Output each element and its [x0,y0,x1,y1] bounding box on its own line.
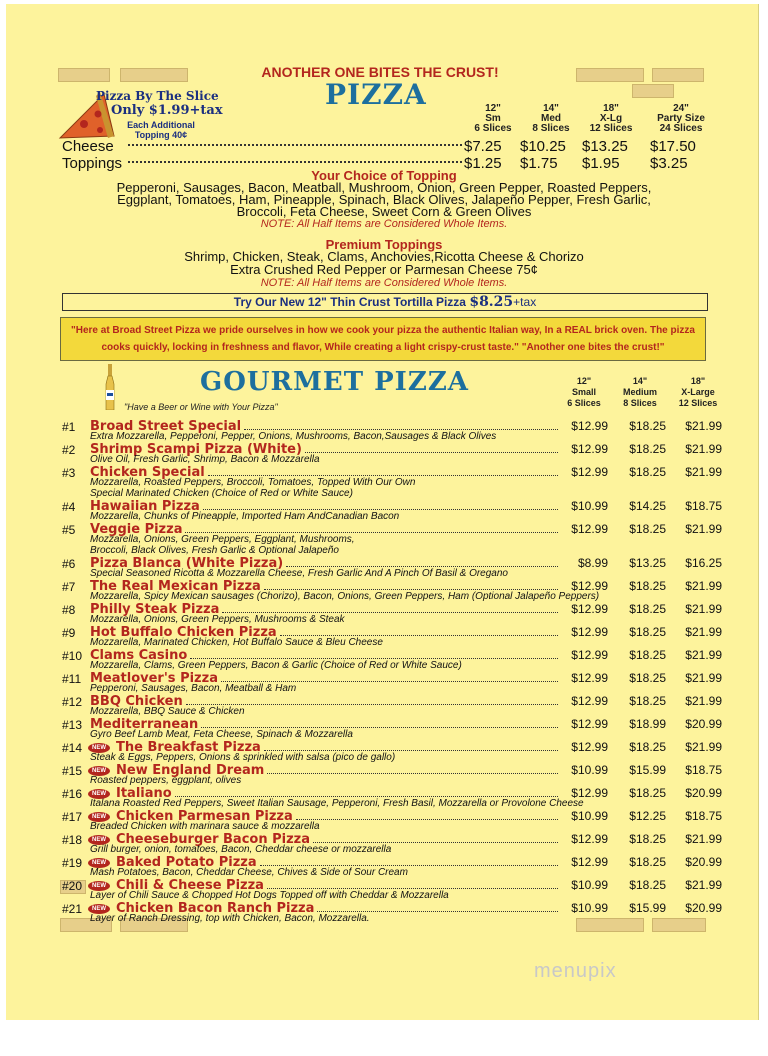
item-price: $18.99 [629,717,666,731]
item-price: $12.99 [571,694,608,708]
item-price: $18.25 [629,855,666,869]
leader-dots [313,841,558,843]
item-price: $12.25 [629,809,666,823]
item-number: #18 [62,833,83,847]
item-price: $10.99 [571,763,608,777]
toppings-line: Broccoli, Feta Cheese, Sweet Corn & Green Olives [236,204,532,219]
new-badge-icon: NEW [88,858,110,868]
item-price: $18.25 [629,625,666,639]
new-badge-icon: NEW [88,904,110,914]
item-price: $12.99 [571,717,608,731]
item-price: $18.75 [685,809,722,823]
leader-dots [317,910,558,912]
gourmet-size-line: X-Large [681,387,715,397]
item-price: $18.25 [629,878,666,892]
item-name: Philly Steak Pizza [90,602,220,617]
item-price: $15.99 [629,763,666,777]
item-price: $18.75 [685,499,722,513]
leader-dots [185,531,558,533]
item-description: Steak & Eggs, Peppers, Onions & sprinkled with salsa (pico de gallo) [90,752,396,763]
thin-crust-text: Try Our New 12" Thin Crust Tortilla Pizza [233,295,466,309]
gourmet-size-line: 12 Slices [678,398,718,408]
size-header-line: 24" [673,103,689,114]
menu-item [62,499,722,522]
leader-dots [244,428,558,430]
item-price: $18.25 [629,465,666,479]
base-price: $13.25 [582,138,628,155]
thin-crust-banner [62,293,708,311]
leader-dots [267,887,558,889]
slice-extra-line: Topping 40¢ [134,130,188,140]
base-price: $7.25 [464,138,502,155]
item-price: $21.99 [685,671,722,685]
gourmet-size-line: Small [571,387,596,397]
item-price: $12.99 [571,522,608,536]
item-price: $18.75 [685,763,722,777]
item-description: Layer of Ranch Dressing, top with Chicken, Bacon, Mozzarella. [90,913,370,924]
item-number: #13 [62,718,83,732]
new-badge-icon: NEW [88,789,110,799]
item-number: #7 [62,580,76,594]
item-number: #10 [62,649,83,663]
item-description: Mozzarella, Spicy Mexican sausages (Chorizo), Bacon, Onions, Green Peppers, Ham (Optional Jalapeño Peppers) [90,591,600,602]
item-number: #9 [62,626,76,640]
size-header [524,104,578,134]
item-price: $18.25 [629,442,666,456]
item-price: $21.99 [685,579,722,593]
item-name: Clams Casino [90,648,188,663]
menu-item [62,556,722,579]
gourmet-size-line: 12" [576,376,592,386]
item-number: #1 [62,420,76,434]
item-description: Mozzarella, Onions, Green Peppers, Mushrooms & Steak [90,614,345,625]
leader-dots [201,726,558,728]
base-price: $1.95 [582,155,620,172]
item-number: #17 [62,810,83,824]
item-description: Mozzarella, BBQ Sauce & Chicken [90,706,245,717]
item-price: $12.99 [571,671,608,685]
brick-decoration [632,84,674,98]
item-price: $21.99 [685,522,722,536]
item-price: $12.99 [571,832,608,846]
item-description: Special Marinated Chicken (Choice of Red or White Sauce) [90,488,353,499]
item-number: #14 [62,741,83,755]
menu-item [62,419,722,442]
menu-item [62,522,722,556]
leader-dots [128,144,462,146]
toppings-note: NOTE: All Half Items are Considered Whole Items. [260,218,508,230]
page-title: PIZZA [325,78,427,111]
toppings-line: Pepperoni, Sausages, Bacon, Meatball, Mushroom, Onion, Green Pepper, Roasted Peppers, [116,180,652,195]
item-name: Hot Buffalo Chicken Pizza [90,625,277,640]
premium-line: Shrimp, Chicken, Steak, Clams, Anchovies,Ricotta Cheese & Chorizo [184,249,584,264]
item-price: $21.99 [685,694,722,708]
size-header-line: 14" [543,103,559,114]
item-price: $10.99 [571,809,608,823]
item-name: Baked Potato Pizza [116,855,257,870]
item-price: $15.99 [629,901,666,915]
item-price: $10.99 [571,878,608,892]
item-price: $18.25 [629,786,666,800]
leader-dots [280,634,558,636]
size-header-line: 8 Slices [532,123,570,134]
menu-item [62,878,722,901]
thin-crust-suffix: +tax [513,295,537,309]
base-price: $1.25 [464,155,502,172]
leader-dots [208,474,558,476]
item-price: $12.99 [571,419,608,433]
menu-item [62,442,722,465]
item-number: #19 [62,856,83,870]
item-name: Shrimp Scampi Pizza (White) [90,442,302,457]
menu-item [62,763,722,786]
item-price: $12.99 [571,648,608,662]
menu-item [62,855,722,878]
toppings-heading: Your Choice of Topping [311,168,457,183]
item-price: $14.25 [629,499,666,513]
gourmet-size-header [560,376,608,409]
size-header-line: Sm [485,113,501,124]
item-price: $12.99 [571,625,608,639]
menu-item [62,832,722,855]
premium-heading: Premium Toppings [325,237,443,252]
item-price: $18.25 [629,419,666,433]
item-price: $20.99 [685,717,722,731]
new-badge-icon: NEW [88,743,110,753]
item-price: $18.25 [629,740,666,754]
item-price: $10.99 [571,901,608,915]
quote-line: "Here at Broad Street Pizza we pride ourselves in how we cook your pizza the authentic Italian way, In a REAL brick oven. The pizza [71,325,695,336]
item-price: $12.99 [571,740,608,754]
item-description: Mozzarella, Marinated Chicken, Hot Buffalo Sauce & Bleu Cheese [90,637,383,648]
slice-promo [56,86,236,144]
beer-bottle-icon [104,364,116,410]
item-name: Veggie Pizza [90,522,183,537]
size-header [466,104,520,134]
item-price: $18.25 [629,671,666,685]
item-description: Italana Roasted Red Peppers, Sweet Italian Sausage, Pepperoni, Fresh Basil, Mozzarella or Provolone Cheese [90,798,584,809]
item-name: Pizza Blanca (White Pizza) [90,556,284,571]
leader-dots [190,657,558,659]
menu-item [62,901,722,924]
premium-note: NOTE: All Half Items are Considered Whole Items. [260,277,508,289]
menu-item [62,579,722,602]
item-name: The Breakfast Pizza [116,740,261,755]
new-badge-icon: NEW [88,812,110,822]
item-price: $21.99 [685,878,722,892]
item-description: Pepperoni, Sausages, Bacon, Meatball & Ham [90,683,297,694]
menu-item [62,740,722,763]
size-header-line: X-Lg [599,113,623,124]
item-name: Chicken Special [90,465,205,480]
base-price-row [62,138,712,156]
gourmet-size-line: 6 Slices [567,398,601,408]
item-description: Breaded Chicken with marinara sauce & mozzarella [90,821,320,832]
item-price: $12.99 [571,602,608,616]
item-price: $16.25 [685,556,722,570]
base-price: $3.25 [650,155,688,172]
item-description: Mozzarella, Chunks of Pineapple, Imported Ham AndCanadian Bacon [90,511,400,522]
item-name: Italiano [116,786,172,801]
item-name: Chicken Parmesan Pizza [116,809,293,824]
premium-line: Extra Crushed Red Pepper or Parmesan Cheese 75¢ [230,262,538,277]
size-header [584,104,638,134]
menu-item [62,786,722,809]
size-header [654,104,708,134]
item-price: $18.25 [629,579,666,593]
tagline: ANOTHER ONE BITES THE CRUST! [261,64,499,80]
item-price: $18.25 [629,832,666,846]
item-description: Layer of Chili Sauce & Chopped Hot Dogs Topped off with Cheddar & Mozzarella [90,890,449,901]
size-header-line: Med [541,113,561,124]
item-name: Mediterranean [90,717,199,732]
slice-title: Pizza By The Slice [96,89,219,103]
item-price: $21.99 [685,442,722,456]
item-name: New England Dream [116,763,265,778]
item-price: $21.99 [685,648,722,662]
base-price: $10.25 [520,138,566,155]
item-number: #20 [62,879,83,893]
item-price: $8.99 [577,556,608,570]
item-number: #2 [62,443,76,457]
item-description: Extra Mozzarella, Pepperoni, Pepper, Onions, Mushrooms, Bacon,Sausages & Black Olives [90,431,497,442]
item-price: $12.99 [571,442,608,456]
leader-dots [128,161,462,163]
new-badge-icon: NEW [88,881,110,891]
item-price: $10.99 [571,499,608,513]
quote-line: cooks quickly, locking in freshness and flavor, While creating a light crispy-crust taste." "Another one bites the crust!" [101,342,665,353]
item-price: $18.25 [629,648,666,662]
leader-dots [264,749,558,751]
item-price: $21.99 [685,419,722,433]
item-number: #16 [62,787,83,801]
item-name: The Real Mexican Pizza [90,579,261,594]
slice-price: Only $1.99+tax [111,103,223,118]
watermark: menupix [534,960,617,982]
leader-dots [260,864,558,866]
item-name: Hawaiian Pizza [90,499,200,514]
base-price-label: Toppings [62,155,123,172]
menu-item [62,602,722,625]
menu-item [62,465,722,499]
item-price: $20.99 [685,786,722,800]
item-number: #12 [62,695,83,709]
item-number: #15 [62,764,83,778]
gourmet-size-line: Medium [622,387,657,397]
beer-caption: "Have a Beer or Wine with Your Pizza" [124,402,278,412]
item-number: #21 [62,902,83,916]
thin-crust-price: $8.25 [469,294,514,310]
leader-dots [267,772,558,774]
item-name: Meatlover's Pizza [90,671,218,686]
size-header-line: 24 Slices [659,123,703,134]
item-description: Gyro Beef Lamb Meat, Feta Cheese, Spinach & Mozzarella [90,729,353,740]
leader-dots [264,588,558,590]
slice-extra-topping [116,120,206,140]
menu-item [62,625,722,648]
item-name: Broad Street Special [90,419,242,434]
size-header-line: 12" [485,103,501,114]
item-name: BBQ Chicken [90,694,183,709]
item-description: Broccoli, Black Olives, Fresh Garlic & Optional Jalapeño [90,545,339,556]
size-header-line: 18" [603,103,619,114]
item-name: Cheeseburger Bacon Pizza [116,832,311,847]
item-number: #6 [62,557,76,571]
menu-item [62,717,722,740]
item-description: Grill burger, onion, tomatoes, Bacon, Cheddar cheese or mozzarella [90,844,392,855]
item-price: $21.99 [685,740,722,754]
item-number: #11 [62,672,82,686]
size-header-line: 12 Slices [589,123,633,134]
gourmet-size-header [674,376,722,409]
gourmet-size-line: 18" [690,376,706,386]
item-price: $20.99 [685,855,722,869]
item-price: $18.25 [629,602,666,616]
item-price: $21.99 [685,625,722,639]
item-price: $20.99 [685,901,722,915]
item-price: $12.99 [571,786,608,800]
item-number: #4 [62,500,76,514]
menu-item [62,694,722,717]
item-description: Mozzarella, Clams, Green Peppers, Bacon & Garlic (Choice of Red or White Sauce) [90,660,462,671]
new-badge-icon: NEW [88,835,110,845]
toppings-line: Eggplant, Tomatoes, Ham, Pineapple, Spinach, Black Olives, Jalapeño Pepper, Fresh Garlic, [117,192,651,207]
item-number: #8 [62,603,76,617]
item-price: $13.25 [629,556,666,570]
base-price: $1.75 [520,155,558,172]
size-header-line: Party Size [657,113,705,124]
menu-item [62,648,722,671]
leader-dots [175,795,558,797]
slice-extra-line: Each Additional [127,120,195,130]
item-description: Mozzarella, Onions, Green Peppers, Eggplant, Mushrooms, [90,534,355,545]
new-badge-icon: NEW [88,766,110,776]
item-description: Mash Potatoes, Bacon, Cheddar Cheese, Chives & Side of Sour Cream [90,867,408,878]
item-description: Olive Oil, Fresh Garlic, Shrimp, Bacon & Mozzarella [90,454,320,465]
item-name: Chili & Cheese Pizza [116,878,264,893]
leader-dots [221,680,558,682]
item-number: #3 [62,466,76,480]
leader-dots [305,451,558,453]
leader-dots [203,508,558,510]
gourmet-title: GOURMET PIZZA [200,367,469,397]
item-price: $12.99 [571,465,608,479]
size-header-line: 6 Slices [474,123,512,134]
gourmet-size-line: 14" [632,376,648,386]
gourmet-size-line: 8 Slices [623,398,657,408]
base-price-label: Cheese [62,138,114,155]
item-description: Roasted peppers, eggplant, olives [90,775,242,786]
item-description: Mozzarella, Roasted Peppers, Broccoli, Tomatoes, Topped With Our Own [90,477,416,488]
item-price: $18.25 [629,694,666,708]
item-price: $21.99 [685,602,722,616]
quote-box [60,317,706,361]
item-name: Chicken Bacon Ranch Pizza [116,901,315,916]
menu-item [62,809,722,832]
item-description: Special Seasoned Ricotta & Mozzarella Cheese, Fresh Garlic And A Pinch Of Basil & Oregano [90,568,508,579]
item-price: $21.99 [685,832,722,846]
gourmet-size-header [616,376,664,409]
leader-dots [222,611,558,613]
item-price: $12.99 [571,855,608,869]
item-price: $12.99 [571,579,608,593]
menu-item [62,671,722,694]
item-number: #5 [62,523,76,537]
leader-dots [286,565,558,567]
leader-dots [296,818,558,820]
item-price: $21.99 [685,465,722,479]
base-price: $17.50 [650,138,696,155]
item-price: $18.25 [629,522,666,536]
leader-dots [186,703,558,705]
